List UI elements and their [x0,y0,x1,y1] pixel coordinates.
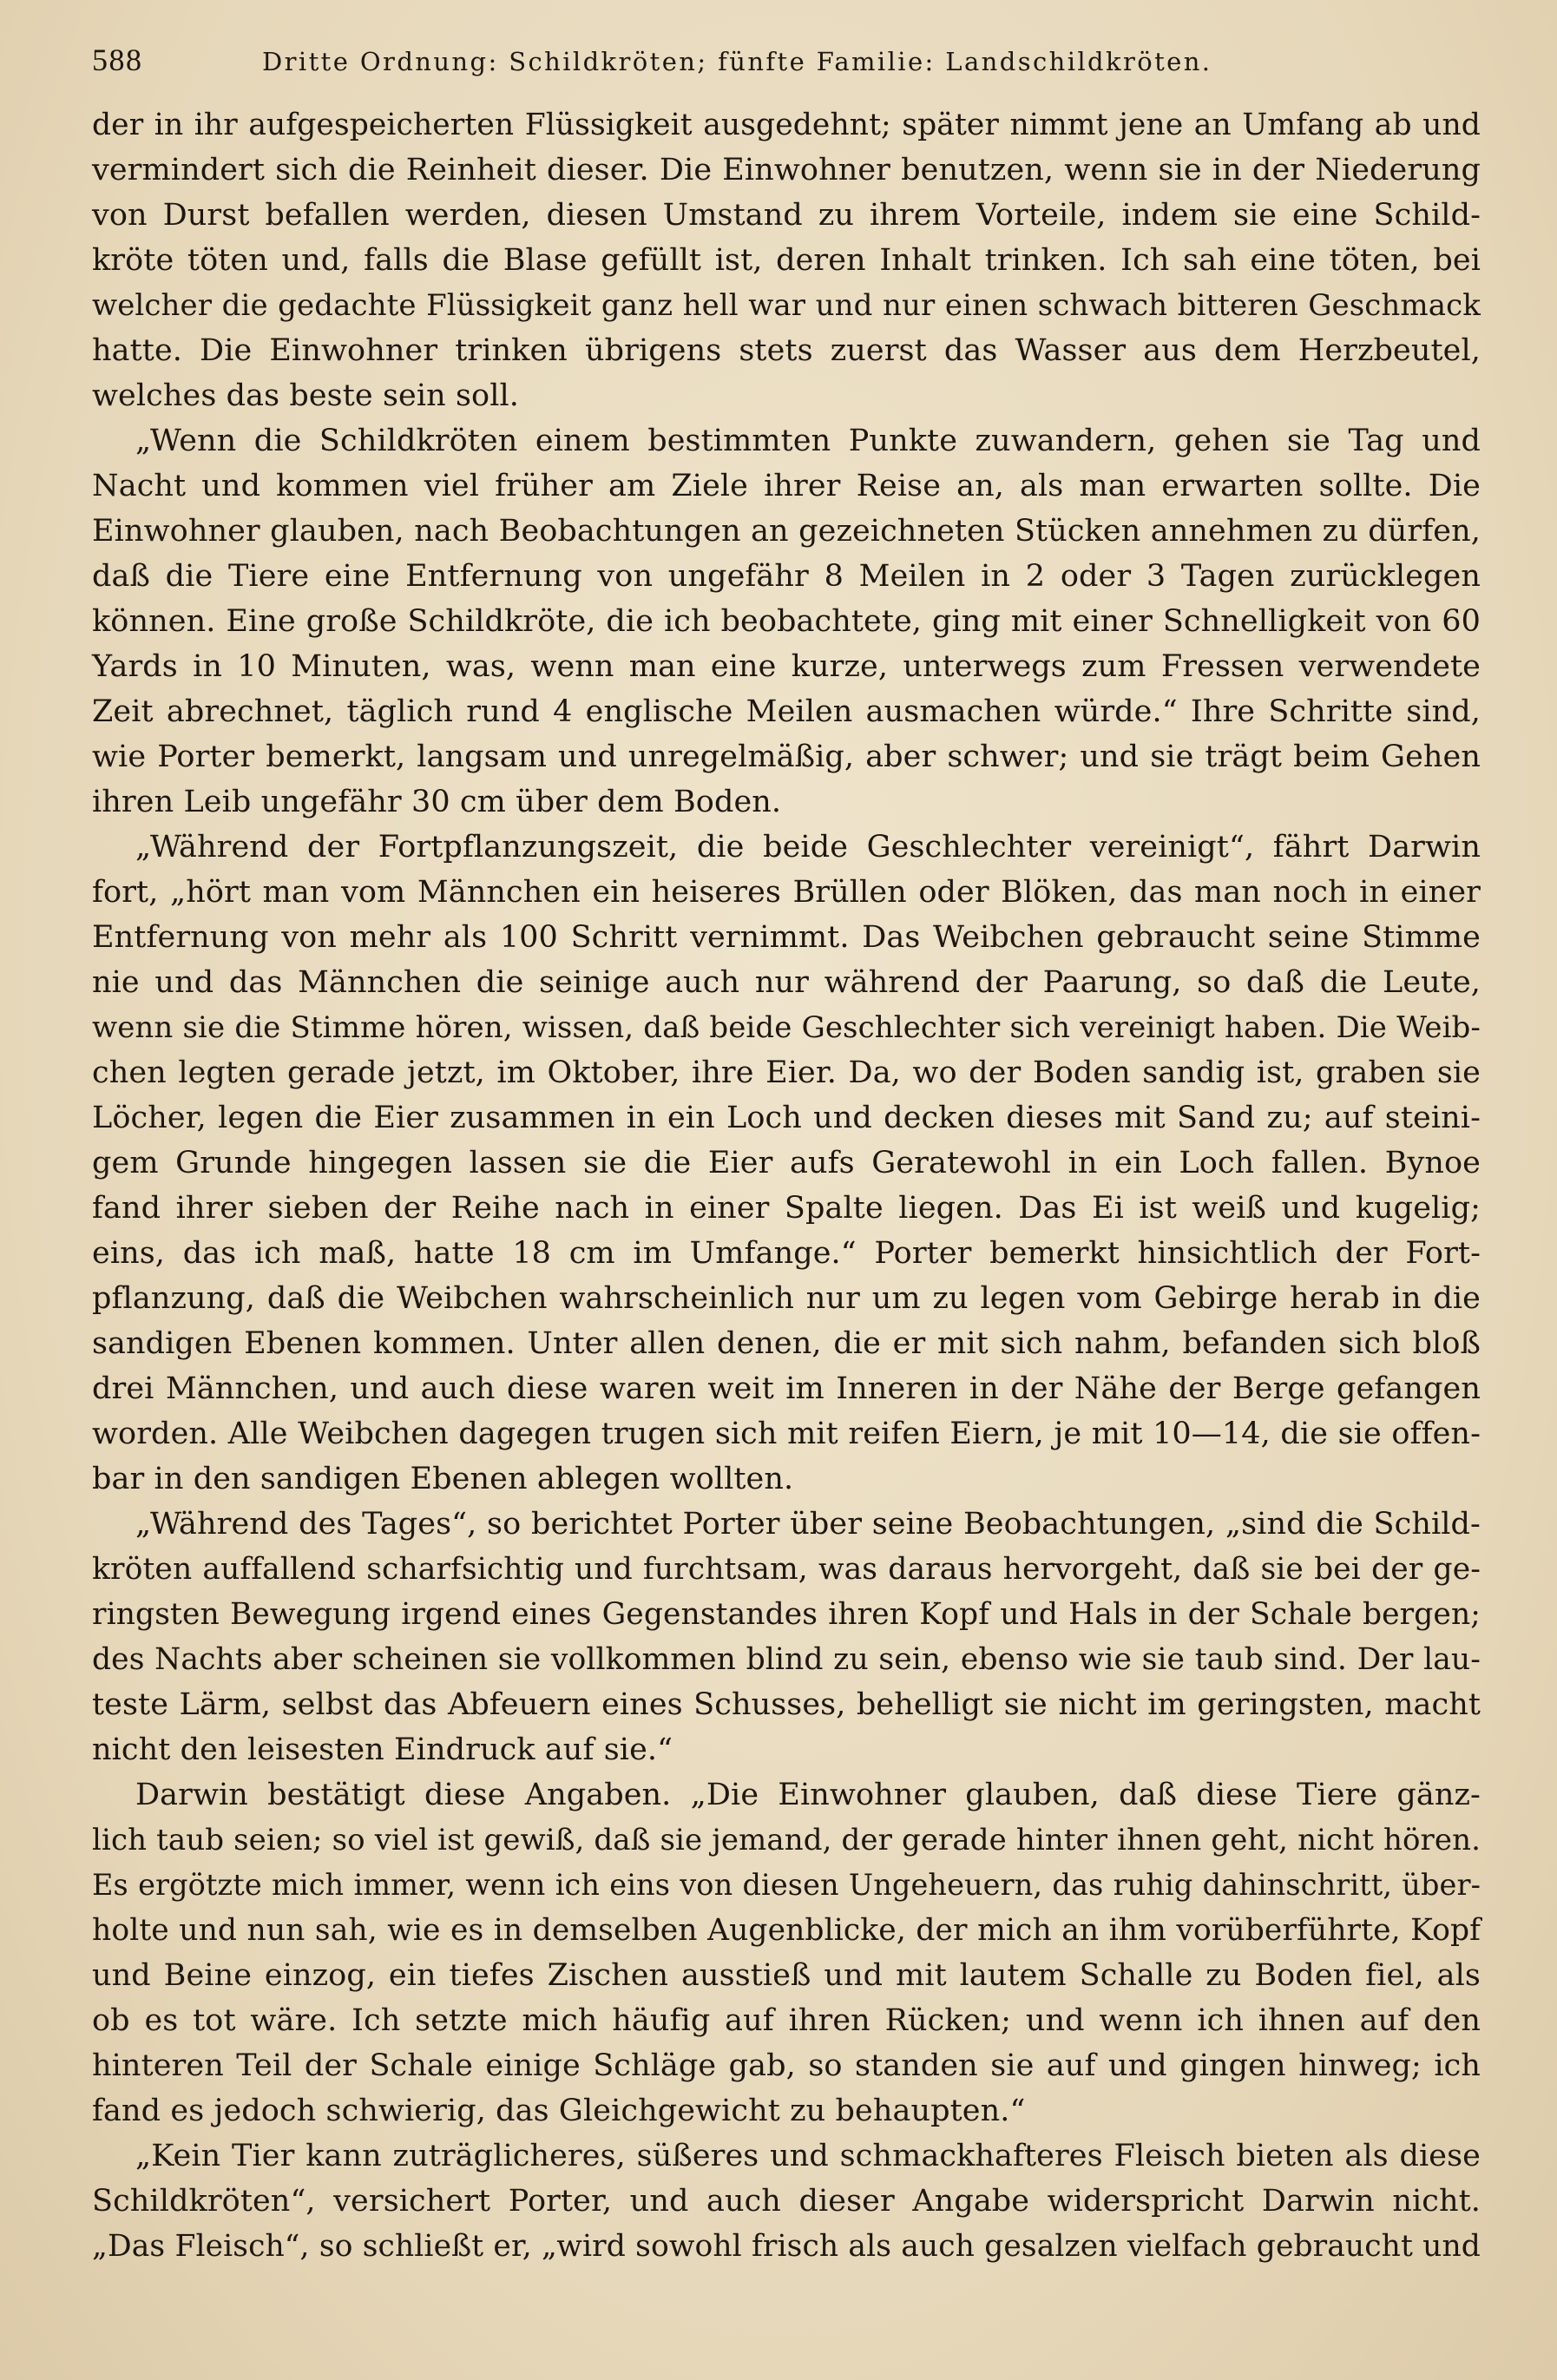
text-line: des Nachts aber scheinen sie vollkommen blind zu sein, ebenso wie sie taub sind. Der lau- [92,1642,1481,1677]
text-line: kröte töten und, falls die Blase gefüllt ist, deren Inhalt trinken. Ich sah eine töten, bei [92,243,1481,278]
text-line: worden. Alle Weibchen dagegen trugen sich mit reifen Eiern, je mit 10—14, die sie offen- [92,1417,1481,1451]
text-line: Es ergötzte mich immer, wenn ich eins von diesen Ungeheuern, das ruhig dahinschritt, über- [92,1868,1481,1902]
text-line: hatte. Die Einwohner trinken übrigens stets zuerst das Wasser aus dem Herzbeutel, [92,333,1481,368]
body-text [92,102,1481,2269]
text-line: Löcher, legen die Eier zusammen in ein Loch und decken dieses mit Sand zu; auf steini- [92,1101,1481,1135]
running-head: Dritte Ordnung: Schildkröten; fünfte Familie: Landschildkröten. [262,47,1212,76]
text-line: „Kein Tier kann zuträglicheres, süßeres und schmackhafteres Fleisch bieten als diese [135,2139,1481,2173]
page-number: 588 [92,43,143,77]
text-line: welcher die gedachte Flüssigkeit ganz hell war und nur einen schwach bitteren Geschmack [92,288,1481,323]
text-line: Darwin bestätigt diese Angaben. „Die Einwohner glauben, daß diese Tiere gänz- [135,1778,1481,1812]
text-line: fort, „hört man vom Männchen ein heiseres Brüllen oder Blöken, das man noch in einer [92,875,1481,910]
text-line: sandigen Ebenen kommen. Unter allen denen, die er mit sich nahm, befanden sich bloß [92,1326,1481,1361]
text-line: drei Männchen, und auch diese waren weit im Inneren in der Nähe der Berge gefangen [92,1371,1481,1406]
text-line: Zeit abrechnet, täglich rund 4 englische Meilen ausmachen würde.“ Ihre Schritte sind, [92,694,1481,729]
text-line: Entfernung von mehr als 100 Schritt vernimmt. Das Weibchen gebraucht seine Stimme [92,920,1481,955]
text-line: pflanzung, daß die Weibchen wahrscheinlich nur um zu legen vom Gebirge herab in die [92,1281,1481,1316]
text-line: wie Porter bemerkt, langsam und unregelmäßig, aber schwer; und sie trägt beim Gehen [92,740,1481,774]
text-line: lich taub seien; so viel ist gewiß, daß sie jemand, der gerade hinter ihnen geht, nicht hören. [92,1823,1481,1857]
page-header [92,42,1481,90]
text-line: ob es tot wäre. Ich setzte mich häufig auf ihren Rücken; und wenn ich ihnen auf den [92,2003,1481,2038]
text-line: hinteren Teil der Schale einige Schläge gab, so standen sie auf und gingen hinweg; ich [92,2048,1481,2083]
text-line: Yards in 10 Minuten, was, wenn man eine kurze, unterwegs zum Fressen verwendete [92,649,1481,684]
text-line: gem Grunde hingegen lassen sie die Eier aufs Geratewohl in ein Loch fallen. Bynoe [92,1146,1481,1180]
text-line: von Durst befallen werden, diesen Umstand zu ihrem Vorteile, indem sie eine Schild- [92,198,1481,233]
text-line: nicht den leisesten Eindruck auf sie.“ [92,1732,673,1767]
text-line: fand es jedoch schwierig, das Gleichgewicht zu behaupten.“ [92,2094,1026,2128]
text-line: daß die Tiere eine Entfernung von ungefähr 8 Meilen in 2 oder 3 Tagen zurücklegen [92,559,1481,594]
text-line: „Während des Tages“, so berichtet Porter über seine Beobachtungen, „sind die Schild- [135,1507,1481,1542]
text-line: der in ihr aufgespeicherten Flüssigkeit ausgedehnt; später nimmt jene an Umfang ab und [92,108,1481,142]
text-line: „Während der Fortpflanzungszeit, die beide Geschlechter vereinigt“, fährt Darwin [135,830,1481,865]
text-line: wenn sie die Stimme hören, wissen, daß beide Geschlechter sich vereinigt haben. Die Weib- [92,1010,1481,1045]
text-line: teste Lärm, selbst das Abfeuern eines Schusses, behelligt sie nicht im geringsten, macht [92,1687,1481,1722]
text-line: Nacht und kommen viel früher am Ziele ihrer Reise an, als man erwarten sollte. Die [92,469,1481,503]
text-line: Schildkröten“, versichert Porter, und auch dieser Angabe widerspricht Darwin nicht. [92,2184,1481,2219]
text-line: und Beine einzog, ein tiefes Zischen ausstieß und mit lautem Schalle zu Boden fiel, als [92,1958,1481,1993]
text-line: ringsten Bewegung irgend eines Gegenstandes ihren Kopf und Hals in der Schale bergen; [92,1597,1481,1632]
text-line: Einwohner glauben, nach Beobachtungen an gezeichneten Stücken annehmen zu dürfen, [92,514,1481,549]
text-line: „Das Fleisch“, so schließt er, „wird sowohl frisch als auch gesalzen vielfach gebraucht und [92,2229,1481,2264]
text-line: fand ihrer sieben der Reihe nach in einer Spalte liegen. Das Ei ist weiß und kugelig; [92,1191,1481,1226]
text-line: ihren Leib ungefähr 30 cm über dem Boden. [92,785,782,819]
text-line: „Wenn die Schildkröten einem bestimmten Punkte zuwandern, gehen sie Tag und [135,424,1481,458]
text-line: chen legten gerade jetzt, im Oktober, ihre Eier. Da, wo der Boden sandig ist, graben sie [92,1055,1481,1090]
text-line: holte und nun sah, wie es in demselben Augenblicke, der mich an ihm vorüberführte, Kopf [92,1913,1481,1948]
text-line: bar in den sandigen Ebenen ablegen wollten. [92,1462,794,1496]
text-line: welches das beste sein soll. [92,378,520,413]
text-line: eins, das ich maß, hatte 18 cm im Umfange.“ Porter bemerkt hinsichtlich der Fort- [92,1236,1481,1271]
text-line: können. Eine große Schildkröte, die ich beobachtete, ging mit einer Schnelligkeit von 60 [92,604,1481,639]
text-line: kröten auffallend scharfsichtig und furchtsam, was daraus hervorgeht, daß sie bei der ge- [92,1552,1481,1587]
text-line: nie und das Männchen die seinige auch nur während der Paarung, so daß die Leute, [92,965,1481,1000]
text-line: vermindert sich die Reinheit dieser. Die Einwohner benutzen, wenn sie in der Niederung [92,153,1481,187]
